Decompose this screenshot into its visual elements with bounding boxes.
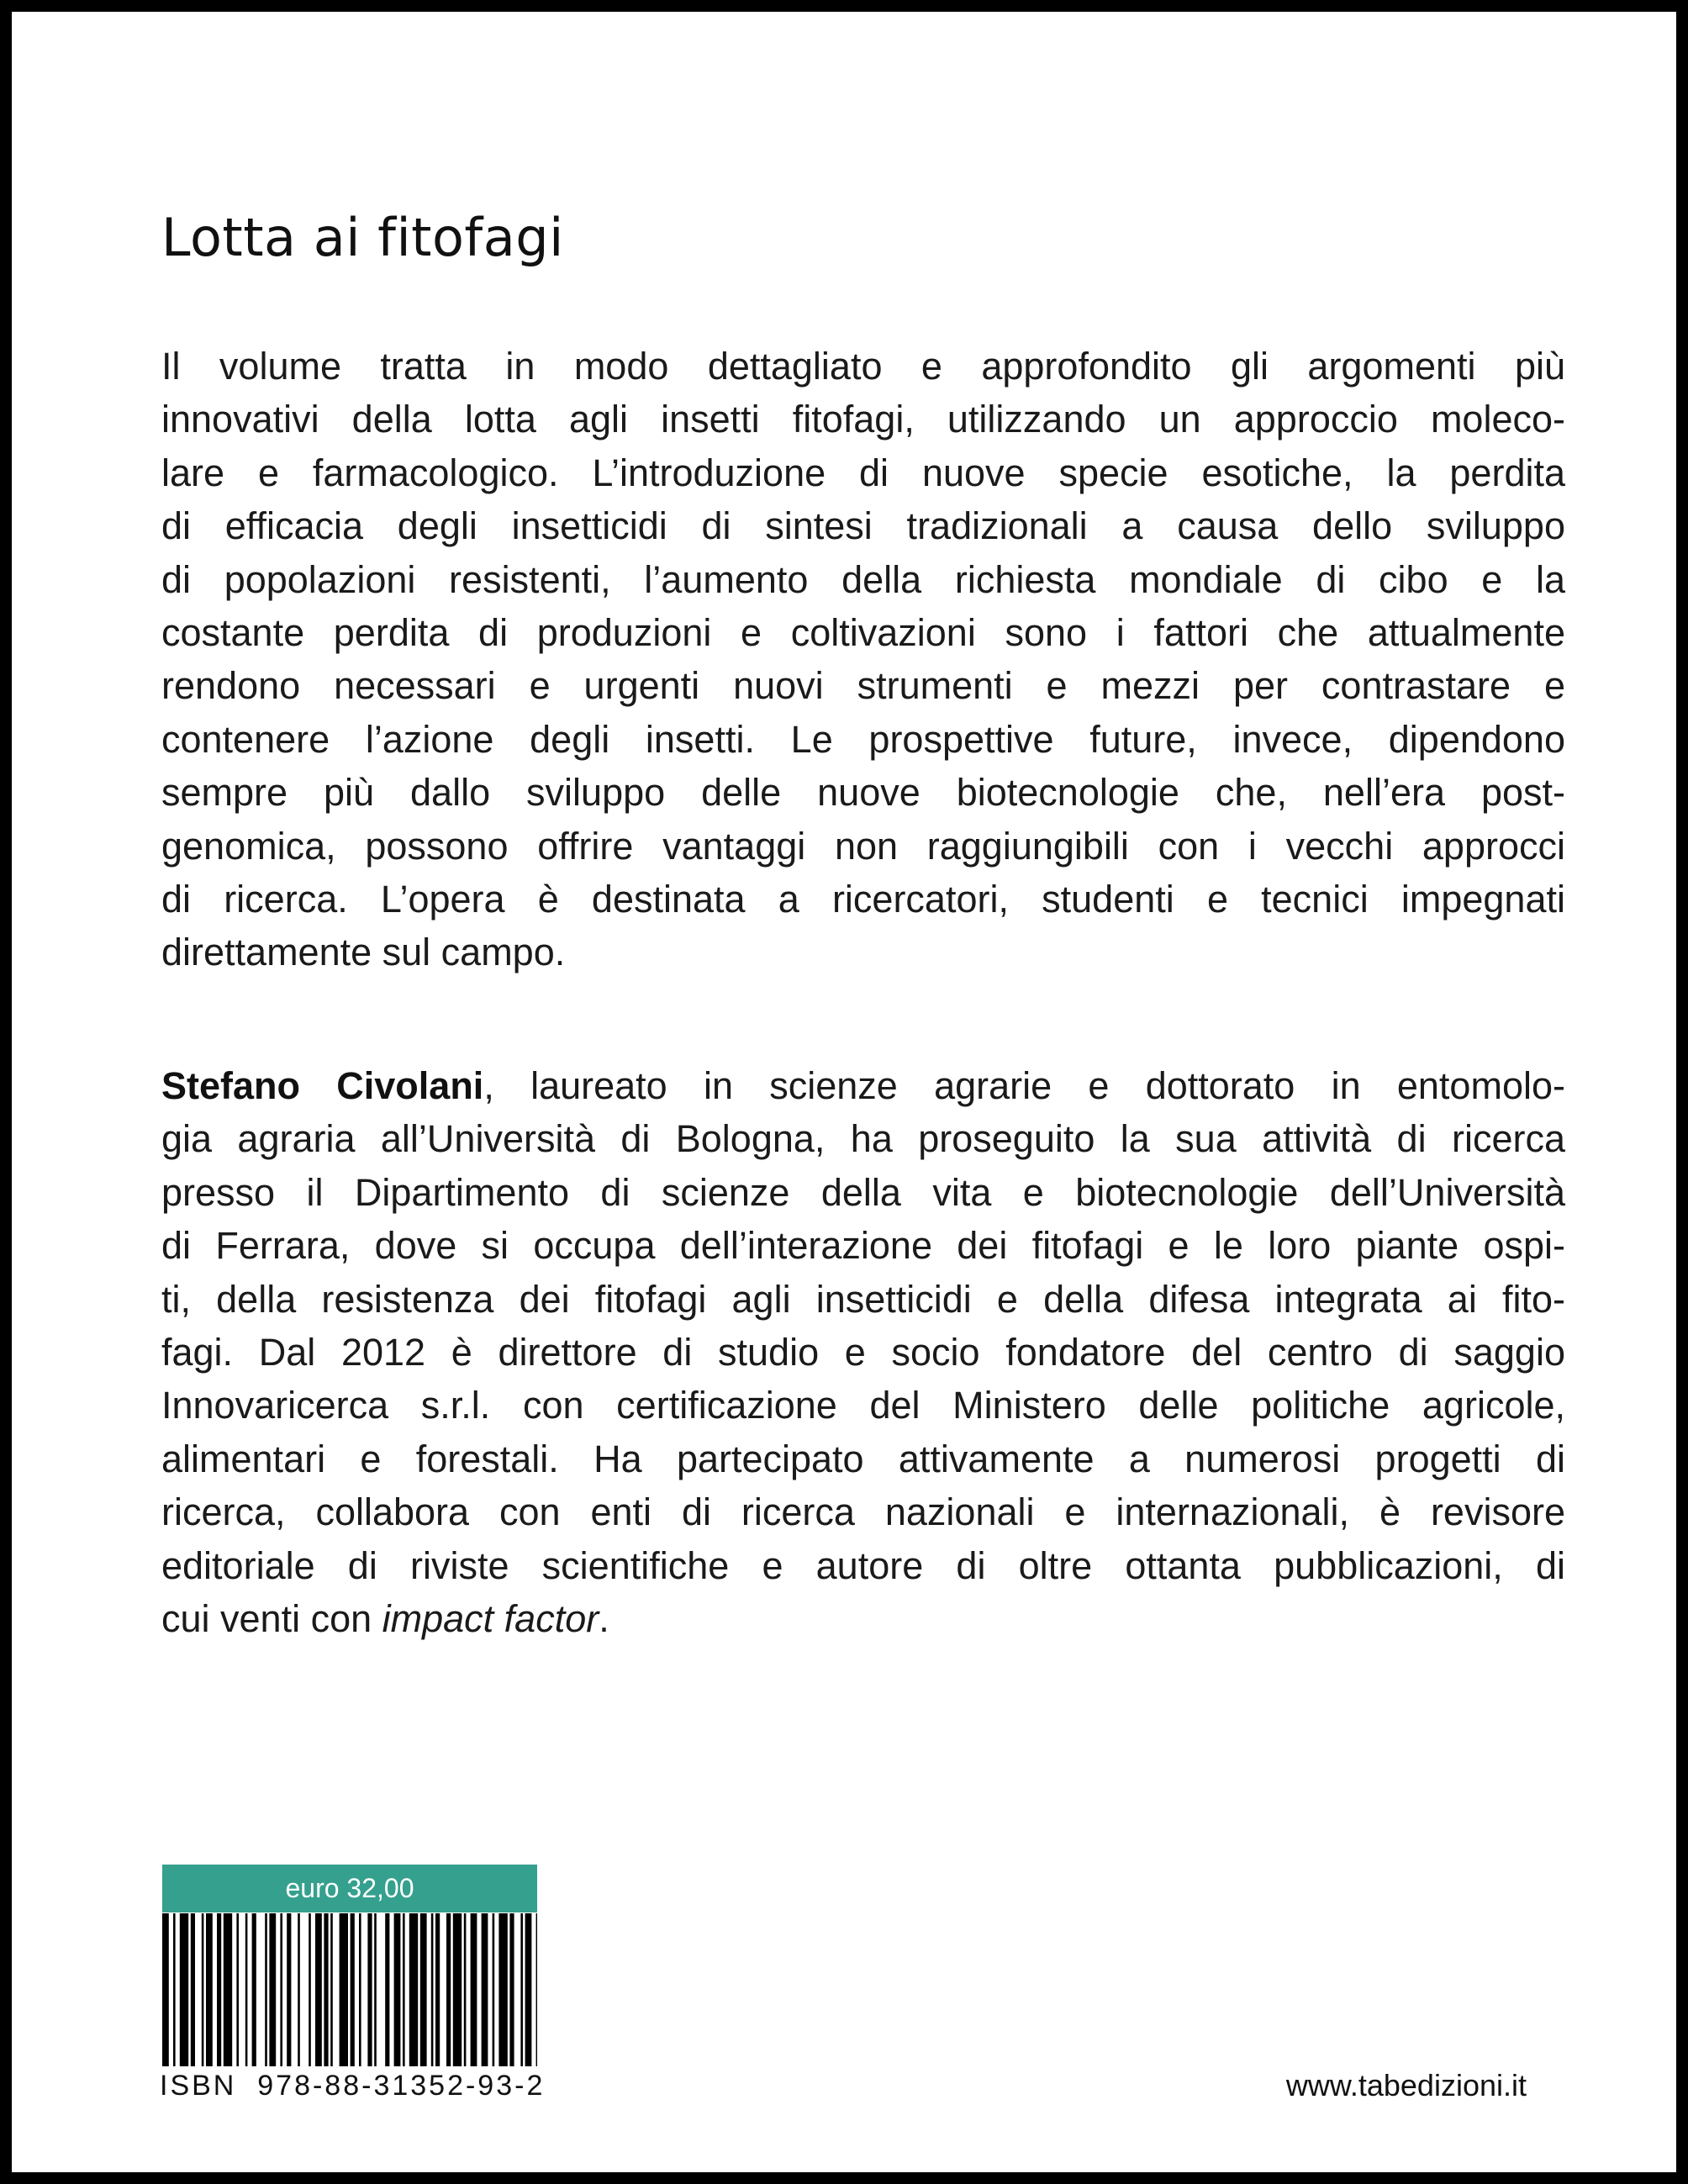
barcode-bar xyxy=(509,1913,514,2066)
publisher-website[interactable]: www.tabedizioni.it xyxy=(1285,2068,1527,2102)
barcode-bar xyxy=(252,1913,256,2066)
barcode-bar xyxy=(367,1913,372,2066)
book-description xyxy=(161,340,1565,979)
barcode-bar xyxy=(298,1913,300,2066)
book-title: Lotta ai fitofagi xyxy=(161,207,564,268)
barcode-bar xyxy=(394,1913,401,2066)
barcode-bar xyxy=(471,1913,477,2066)
description-line: innovativi della lotta agli insetti fitofagi, utilizzando un approccio moleco- xyxy=(161,398,1565,441)
barcode-bar xyxy=(191,1913,195,2066)
bio-line: ricerca, collabora con enti di ricerca nazionali e internazionali, è revisore xyxy=(161,1490,1565,1534)
barcode-bar xyxy=(520,1913,523,2066)
bio-text: , laureato in scienze agrarie e dottorato in entomolo- xyxy=(483,1064,1565,1107)
barcode-bar xyxy=(287,1913,291,2066)
barcode-bar xyxy=(359,1913,361,2066)
barcode-bar xyxy=(351,1913,355,2066)
barcode-bar xyxy=(245,1913,248,2066)
barcode-bar xyxy=(162,1913,169,2066)
bio-line: fagi. Dal 2012 è direttore di studio e socio fondatore del centro di saggio xyxy=(161,1331,1565,1374)
description-line: di efficacia degli insetticidi di sintesi tradizionali a causa dello sviluppo xyxy=(161,504,1565,548)
barcode-bar xyxy=(180,1913,188,2066)
barcode-bar xyxy=(453,1913,462,2066)
bio-line xyxy=(161,1592,1565,1645)
barcode-bar xyxy=(493,1913,495,2066)
description-line: rendono necessari e urgenti nuovi strumenti e mezzi per contrastare e xyxy=(161,664,1565,708)
barcode-bar xyxy=(269,1913,276,2066)
barcode-bar xyxy=(202,1913,204,2066)
bio-line: alimentari e forestali. Ha partecipato attivamente a numerosi progetti di xyxy=(161,1437,1565,1480)
barcode-bar xyxy=(340,1913,348,2066)
barcode-bar xyxy=(206,1913,213,2066)
barcode-bar xyxy=(409,1913,418,2066)
bio-line: di Ferrara, dove si occupa dell’interazione dei fitofagi e le loro piante ospi- xyxy=(161,1224,1565,1268)
barcode-bar xyxy=(217,1913,221,2066)
author-name: Stefano Civolani xyxy=(161,1064,484,1107)
barcode xyxy=(162,1913,537,2066)
description-line: di popolazioni resistenti, l’aumento della richiesta mondiale di cibo e la xyxy=(161,557,1565,601)
barcode-bar xyxy=(236,1913,239,2066)
bio-line: Innovaricerca s.r.l. con certificazione del Ministero delle politiche agricole, xyxy=(161,1384,1565,1427)
description-line: lare e farmacologico. L’introduzione di nuove specie esotiche, la perdita xyxy=(161,451,1565,494)
barcode-bar xyxy=(435,1913,440,2066)
barcode-bar xyxy=(330,1913,333,2066)
barcode-bar xyxy=(385,1913,389,2066)
barcode-bar xyxy=(498,1913,507,2066)
bio-line: editoriale di riviste scientifiche e autore di oltre ottanta pubblicazioni, di xyxy=(161,1543,1565,1587)
impact-factor-term: impact factor xyxy=(382,1597,599,1641)
bio-line: gia agraria all’Università di Bologna, ha proseguito la sua attività di ricerca xyxy=(161,1117,1565,1161)
barcode-bar xyxy=(324,1913,328,2066)
bio-text: cui venti con xyxy=(161,1597,382,1641)
description-line: direttamente sul campo. xyxy=(161,931,566,974)
isbn-number: ISBN 978-88-31352-93-2 xyxy=(160,2070,546,2102)
barcode-bar xyxy=(536,1913,537,2066)
price-label: euro 32,00 xyxy=(162,1865,537,1912)
barcode-bar xyxy=(420,1913,427,2066)
description-line: sempre più dallo sviluppo delle nuove biotecnologie che, nell’era post- xyxy=(161,771,1565,815)
barcode-bar xyxy=(309,1913,311,2066)
barcode-bar xyxy=(265,1913,267,2066)
barcode-bar xyxy=(446,1913,451,2066)
barcode-bar xyxy=(464,1913,467,2066)
description-line: genomica, possono offrire vantaggi non raggiungibili con i vecchi approcci xyxy=(161,824,1565,868)
barcode-bar xyxy=(431,1913,434,2066)
bio-line: ti, della resistenza dei fitofagi agli insetticidi e della difesa integrata ai fito- xyxy=(161,1277,1565,1321)
barcode-bar xyxy=(525,1913,532,2066)
barcode-bar xyxy=(315,1913,322,2066)
description-line: contenere l’azione degli insetti. Le prospettive future, invece, dipendono xyxy=(161,717,1565,761)
barcode-bar xyxy=(173,1913,176,2066)
description-line: costante perdita di produzioni e coltivazioni sono i fattori che attualmente xyxy=(161,611,1565,655)
author-bio xyxy=(161,1059,1565,1645)
barcode-bar xyxy=(403,1913,405,2066)
barcode-bar xyxy=(374,1913,377,2066)
bio-line xyxy=(161,1059,1565,1112)
bio-text: . xyxy=(599,1597,609,1641)
barcode-bar xyxy=(482,1913,488,2066)
barcode-bar xyxy=(280,1913,282,2066)
description-line: di ricerca. L’opera è destinata a ricercatori, studenti e tecnici impegnati xyxy=(161,878,1565,921)
bio-line: presso il Dipartimento di scienze della vita e biotecnologie dell’Università xyxy=(161,1170,1565,1214)
barcode-bar xyxy=(224,1913,232,2066)
description-line: Il volume tratta in modo dettagliato e approfondito gli argomenti più xyxy=(161,345,1565,388)
